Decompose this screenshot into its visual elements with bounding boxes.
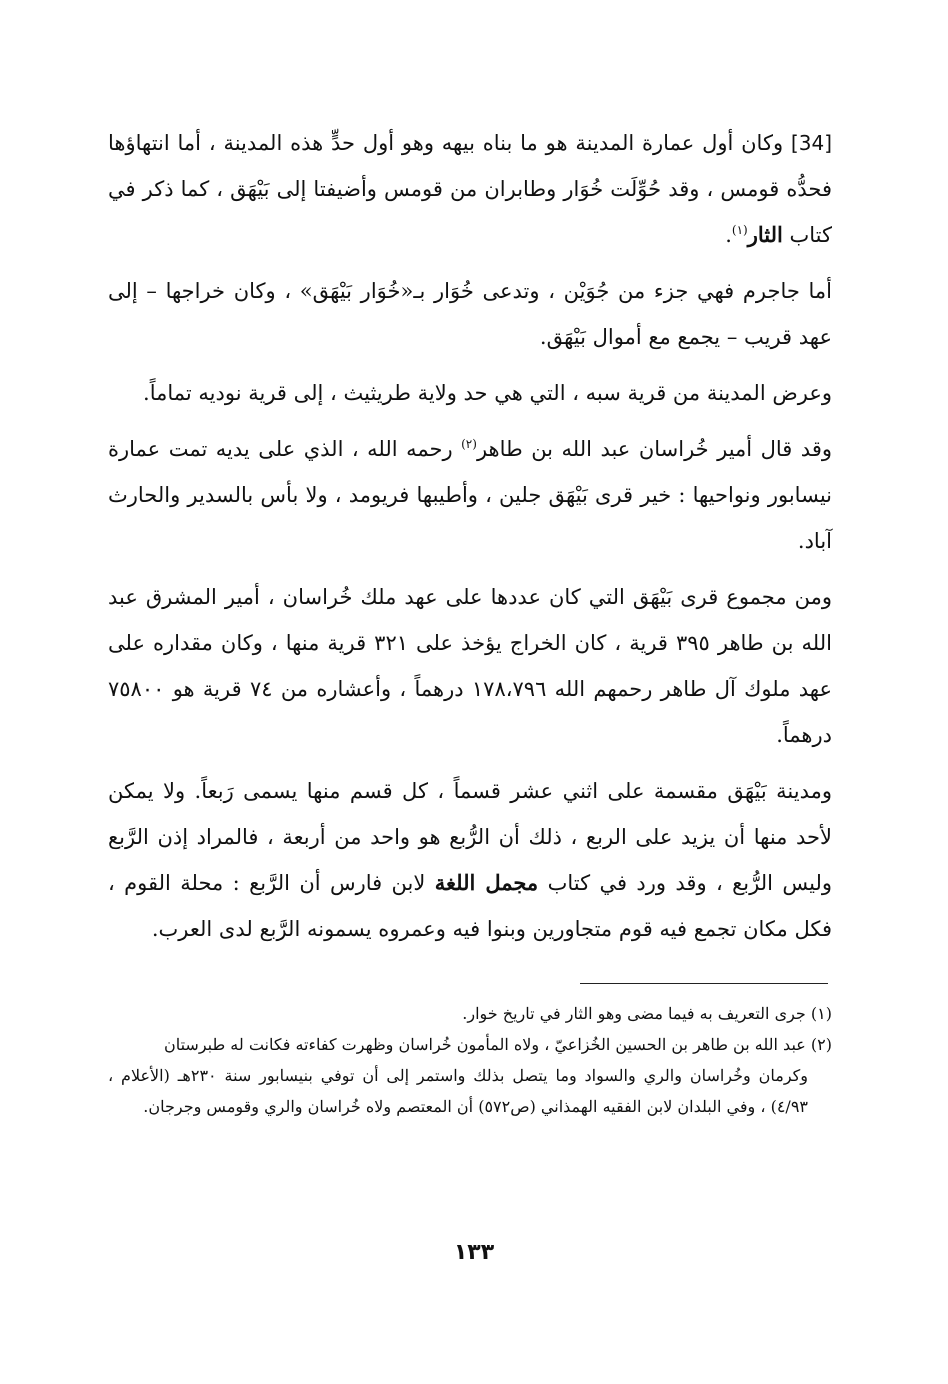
- book-title-mujmal: مجمل اللغة: [434, 870, 539, 895]
- footnote-2: (٢) عبد الله بن طاهر بن الحسين الخُزاعيّ ، ولاه المأمون خُراسان وظهرت كفاءته فكانت له طبرستان: [163, 1035, 832, 1054]
- paragraph-6-rest: لابن فارس أن الرَّبع : محلة القوم ، فكل مكان تجمع فيه قوم متجاورين وبنوا فيه وعمروه يسمونه الرَّبع لدى العرب.: [108, 871, 832, 941]
- paragraph-6: [108, 768, 832, 952]
- paragraph-1-end: .: [725, 223, 732, 247]
- page-number: ١٣٣: [453, 1240, 495, 1265]
- paragraph-2: أما جاجرم فهي جزء من جُوَيْن ، وتدعى خُوَار بـ«خُوَار بَيْهَق» ، وكان خراجها – إلى عهد قريب – يجمع مع أموال بَيْهَق.: [108, 279, 832, 349]
- book-title-thar: الثار: [747, 222, 783, 247]
- main-text: [108, 120, 832, 952]
- paragraph-4-rest: رحمه الله ، الذي على يديه تمت عمارة نيسابور ونواحيها : خير قرى بَيْهَق جلين ، وأطيبها فريومد ، ولا بأس بالسدير والحارث آباد.: [108, 437, 832, 553]
- paragraph-4: [108, 426, 832, 564]
- paragraph-5: ومن مجموع قرى بَيْهَق التي كان عددها على عهد ملك خُراسان ، أمير المشرق عبد الله بن طاهر ٣٩٥ قرية ، كان الخراج يؤخذ على ٣٢١ قرية منها ، وكان مقداره على عهد ملوك آل طاهر رحمهم الله ١٧٨،٧٩٦ درهماً ، وأعشاره من ٧٤ قرية هو ٧٥٨٠٠ درهماً.: [108, 585, 832, 747]
- paragraph-3: وعرض المدينة من قرية سبه ، التي هي حد ولاية طريثيث ، إلى قرية نوديه تماماً.: [143, 381, 832, 405]
- section-number: [34]: [790, 131, 832, 155]
- footnote-ref-1[interactable]: (١): [731, 223, 748, 237]
- paragraph-1: [108, 120, 832, 258]
- footnote-2-continued: وكرمان وخُراسان والري والسواد وما يتصل بذلك واستمر إلى أن توفي بنيسابور سنة ٢٣٠هـ (الأعلام ، ٤/٩٣) ، وفي البلدان لابن الفقيه الهمذاني (ص٥٧٢) أن المعتصم ولاه خُراسان والري وقومس وجرجان.: [108, 1066, 808, 1116]
- footnotes: [108, 998, 832, 1122]
- footnote-1: (١) جرى التعريف به فيما مضى وهو الثار في تاريخ خوار.: [462, 1004, 832, 1023]
- paragraph-6-text: ومدينة بَيْهَق مقسمة على اثني عشر قسماً ، كل قسم منها يسمى رَبعاً. ولا يمكن لأحد منها أن يزيد على الربع ، ذلك أن الرُّبع هو واحد من أربعة ، فالمراد إذن الرَّبع وليس الرُّبع ، وقد ورد في كتاب: [108, 779, 832, 895]
- footnote-ref-2[interactable]: (٢): [461, 437, 477, 451]
- footnote-divider: [580, 983, 828, 984]
- paragraph-1-text: وكان أول عمارة المدينة هو ما بناه بيهه وهو أول حدٍّ هذه المدينة ، أما انتهاؤها فحدُّه قومس ، وقد حُوِّلَت خُوَار وطابران من قومس وأضيفتا إلى بَيْهَق ، كما ذكر في كتاب: [108, 131, 832, 247]
- paragraph-4-text: وقد قال أمير خُراسان عبد الله بن طاهر: [476, 437, 832, 461]
